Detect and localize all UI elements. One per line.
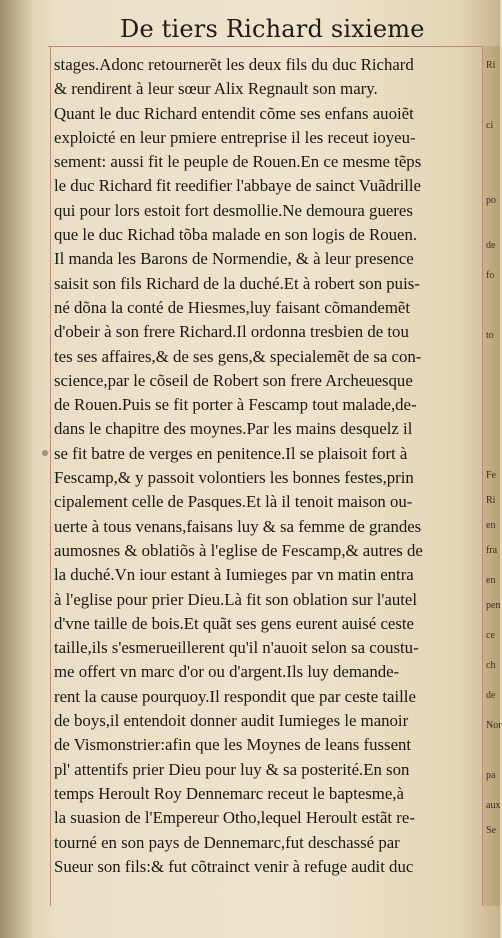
text-line: de Rouen.Puis se fit porter à Fescamp tout malade,de- [54,395,417,415]
margin-note: pa [486,770,496,781]
text-line: temps Heroult Roy Dennemarc receut le baptesme,à [54,783,404,803]
text-line: le duc Richard fit reedifier l'abbaye de sainct Vuãdrille [54,176,422,196]
text-line: science,par le cõseil de Robert son frere Archeuesque [54,370,413,390]
text-line: & rendirent à leur sœur Alix Regnault son mary. [54,79,378,99]
margin-note: Ri [486,60,496,71]
text-line: la duché.Vn iour estant à Iumieges par vn matin entra [54,565,414,585]
text-line: uerte à tous venans,faisans luy & sa femme de grandes [54,516,422,536]
margin-note: de [486,240,496,251]
ink-smudge [42,450,48,456]
text-line: taille,ils s'esmerueillerent qu'il n'auoit selon sa coustu- [54,638,419,658]
text-line: Quant le duc Richard entendit cõme ses enfans auoiẽt [54,103,414,123]
margin-note: en [486,575,496,586]
margin-note: ch [486,660,496,671]
margin-note: fra [486,545,498,556]
text-line: Il manda les Barons de Normendie, & à leur presence [54,249,414,269]
ruled-frame-left [50,46,52,906]
text-line: que le duc Richad tõba malade en son logis de Rouen. [54,225,418,245]
running-title: De tiers Richard sixieme [120,15,425,43]
margin-note: Nor [486,720,502,731]
text-line: aumosnes & oblatiõs à l'eglise de Fescamp,& autres de [54,540,423,560]
margin-note: Ri [486,495,496,506]
text-line: tourné en son pays de Dennemarc,fut deschassé par [54,832,400,852]
text-line: rent la cause pourquoy.Il respondit que par ceste taille [54,686,416,706]
margin-note: en [486,520,496,531]
margin-note: Se [486,825,496,836]
text-line: qui pour lors estoit fort desmollie.Ne demoura gueres [54,200,413,220]
margin-note: ce [486,630,495,641]
text-line: tes ses affaires,& de ses gens,& specialemẽt de sa con- [54,346,422,366]
text-line: me offert vn marc d'or ou d'argent.Ils luy demande- [54,662,400,682]
text-line: Fescamp,& y passoit volontiers les bonnes festes,prin [54,468,414,488]
text-line: sement: aussi fit le peuple de Rouen.En ce mesme tẽps [54,152,422,172]
text-line: la suasion de l'Empereur Otho,lequel Heroult estãt re- [54,808,415,828]
margin-note: to [486,330,494,341]
text-line: se fit batre de verges en penitence.Il se plaisoit fort à [54,443,408,463]
text-line: à l'eglise pour prier Dieu.Là fit son oblation sur l'autel [54,589,418,609]
margin-note: pen [486,600,501,611]
text-line: de Vismonstrier:afin que les Moynes de leans fussent [54,735,412,755]
text-line: stages.Adonc retournerẽt les deux fils du duc Richard [54,55,414,74]
margin-note: de [486,690,496,701]
margin-note: aux [486,800,501,811]
body-text [54,53,482,879]
text-line: d'vne taille de bois.Et quãt ses gens eurent auisé ceste [54,613,414,633]
text-line: exploicté en leur pmiere entreprise il les receut ioyeu- [54,127,416,147]
text-line: dans le chapitre des moynes.Par les mains desquelz il [54,419,413,439]
text-line: né dõna la conté de Hiesmes,luy faisant cõmandemẽt [54,297,411,317]
text-line: cipalement celle de Pasques.Et là il tenoit maison ou- [54,492,413,512]
text-line: pl' attentifs prier Dieu pour luy & sa posterité.En son [54,759,410,779]
text-line: Sueur son fils:& fut cõtrainct venir à refuge audit duc [54,856,414,876]
margin-note: Fe [486,470,496,481]
text-line: saisit son fils Richard de la duché.Et à robert son puis- [54,273,420,293]
text-line: d'obeir à son frere Richard.Il ordonna tresbien de tou [54,322,409,342]
margin-note: ci [486,120,494,131]
margin-note: po [486,195,496,206]
text-line: de boys,il entendoit donner audit Iumieges le manoir [54,711,409,731]
ruled-frame-top [48,46,488,48]
binding-gutter [0,0,34,938]
margin-note: fo [486,270,495,281]
